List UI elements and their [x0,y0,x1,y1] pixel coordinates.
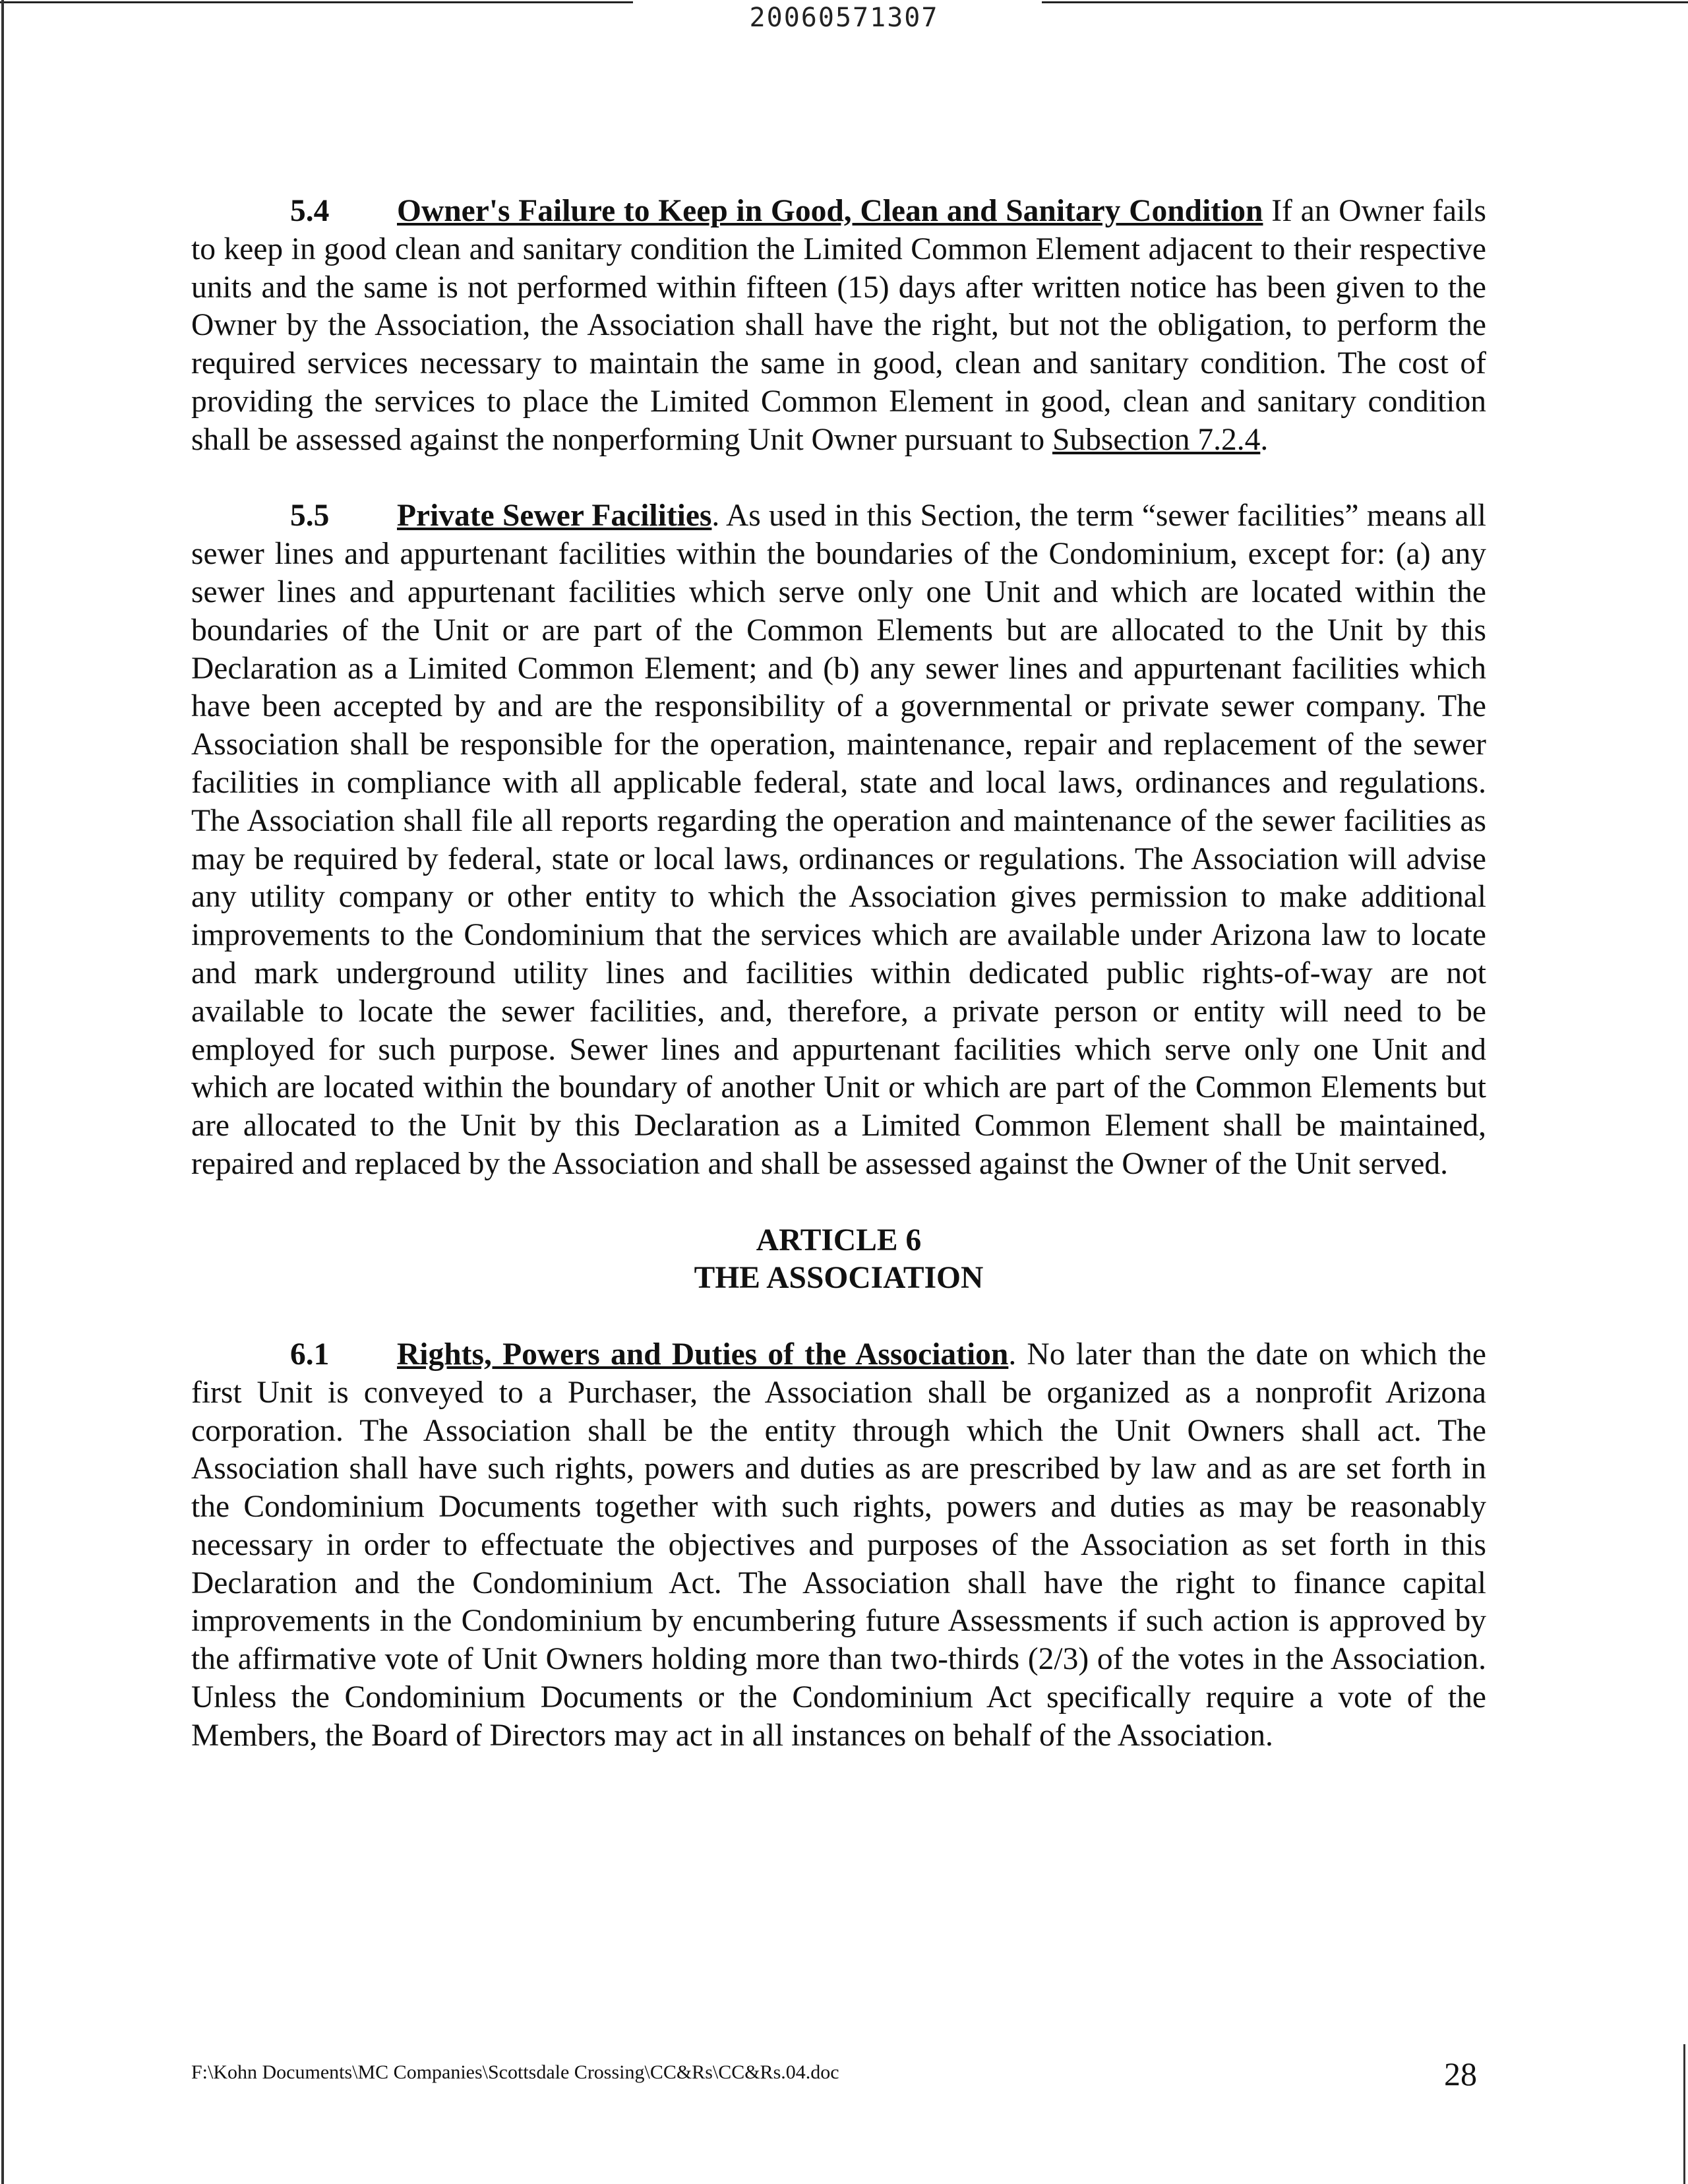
section-5-4-heading: Owner's Failure to Keep in Good, Clean and Sanitary Condition [397,194,1263,228]
section-6-1 [191,1336,1486,1755]
article-number: ARTICLE 6 [756,1223,922,1258]
section-5-5-number: 5.5 [290,499,330,533]
section-5-4-tail: . [1260,422,1269,457]
scan-left-edge [1,0,4,2184]
article-title: THE ASSOCIATION [694,1261,984,1296]
section-5-4-text: If an Owner fails to keep in good clean and sanitary condition the Limited Common Element adjacent to their respective units and the same is not performed within fifteen (15) days after written notice has been given to the Owner by the Association, the Association shall have the right, but not the obligation, to perform the required services necessary to maintain the same in good, clean and sanitary condition. The cost of providing the services to place the Limited Common Element in good, clean and sanitary condition shall be assessed against the nonperforming Unit Owner pursuant to [191,194,1486,457]
page-number: 28 [1444,2055,1477,2092]
recording-number: 20060571307 [749,3,939,33]
section-5-4-number: 5.4 [290,194,330,228]
section-5-5-heading: Private Sewer Facilities [397,499,712,533]
subsection-reference: Subsection 7.2.4 [1052,422,1261,457]
section-5-5 [191,497,1486,1183]
section-5-5-text: . As used in this Section, the term “sewer facilities” means all sewer lines and appurtenant facilities within the boundaries of the Condominium, except for: (a) any sewer lines and appurtenant facilities which serve only one Unit and which are located within the boundaries of the Unit or are part of the Common Elements but are allocated to the Unit by this Declaration as a Limited Common Element; and (b) any sewer lines and appurtenant facilities which have been accepted by and are the responsibility of a governmental or private sewer company. The Association shall be responsible for the operation, maintenance, repair and replacement of the sewer facilities in compliance with all applicable federal, state and local laws, ordinances and regulations. The Association shall file all reports regarding the operation and maintenance of the sewer facilities as may be required by federal, state or local laws, ordinances or regulations. The Association will advise any utility company or other entity to which the Association gives permission to make additional improvements to the Condominium that the services which are available under Arizona law to locate and mark underground utility lines and facilities within dedicated public rights-of-way are not available to locate the sewer facilities, and, therefore, a private person or entity will need to be employed for such purpose. Sewer lines and appurtenant facilities which serve only one Unit and which are located within the boundary of another Unit or which are part of the Common Elements but are allocated to the Unit by this Declaration as a Limited Common Element shall be maintained, repaired and replaced by the Association and shall be assessed against the Owner of the Unit served. [191,499,1486,1181]
section-6-1-text: . No later than the date on which the first Unit is conveyed to a Purchaser, the Association shall be organized as a nonprofit Arizona corporation. The Association shall be the entity through which the Unit Owners shall act. The Association shall have such rights, powers and duties as are prescribed by law and as are set forth in the Condominium Documents together with such rights, powers and duties as may be reasonably necessary in order to effectuate the objectives and purposes of the Association as set forth in this Declaration and the Condominium Act. The Association shall have the right to finance capital improvements in the Condominium by encumbering future Assessments if such action is approved by the affirmative vote of Unit Owners holding more than two-thirds (2/3) of the votes in the Association. Unless the Condominium Documents or the Condominium Act specifically require a vote of the Members, the Board of Directors may act in all instances on behalf of the Association. [191,1337,1486,1753]
section-6-1-heading: Rights, Powers and Duties of the Association [397,1337,1009,1372]
article-heading [191,1222,1486,1298]
section-5-4 [191,193,1486,460]
footer-file-path: F:\Kohn Documents\MC Companies\Scottsdale Crossing\CC&Rs\CC&Rs.04.doc [191,2061,839,2083]
document-body [191,193,1486,1755]
section-6-1-number: 6.1 [290,1337,330,1372]
scan-right-edge [1683,2044,1685,2184]
